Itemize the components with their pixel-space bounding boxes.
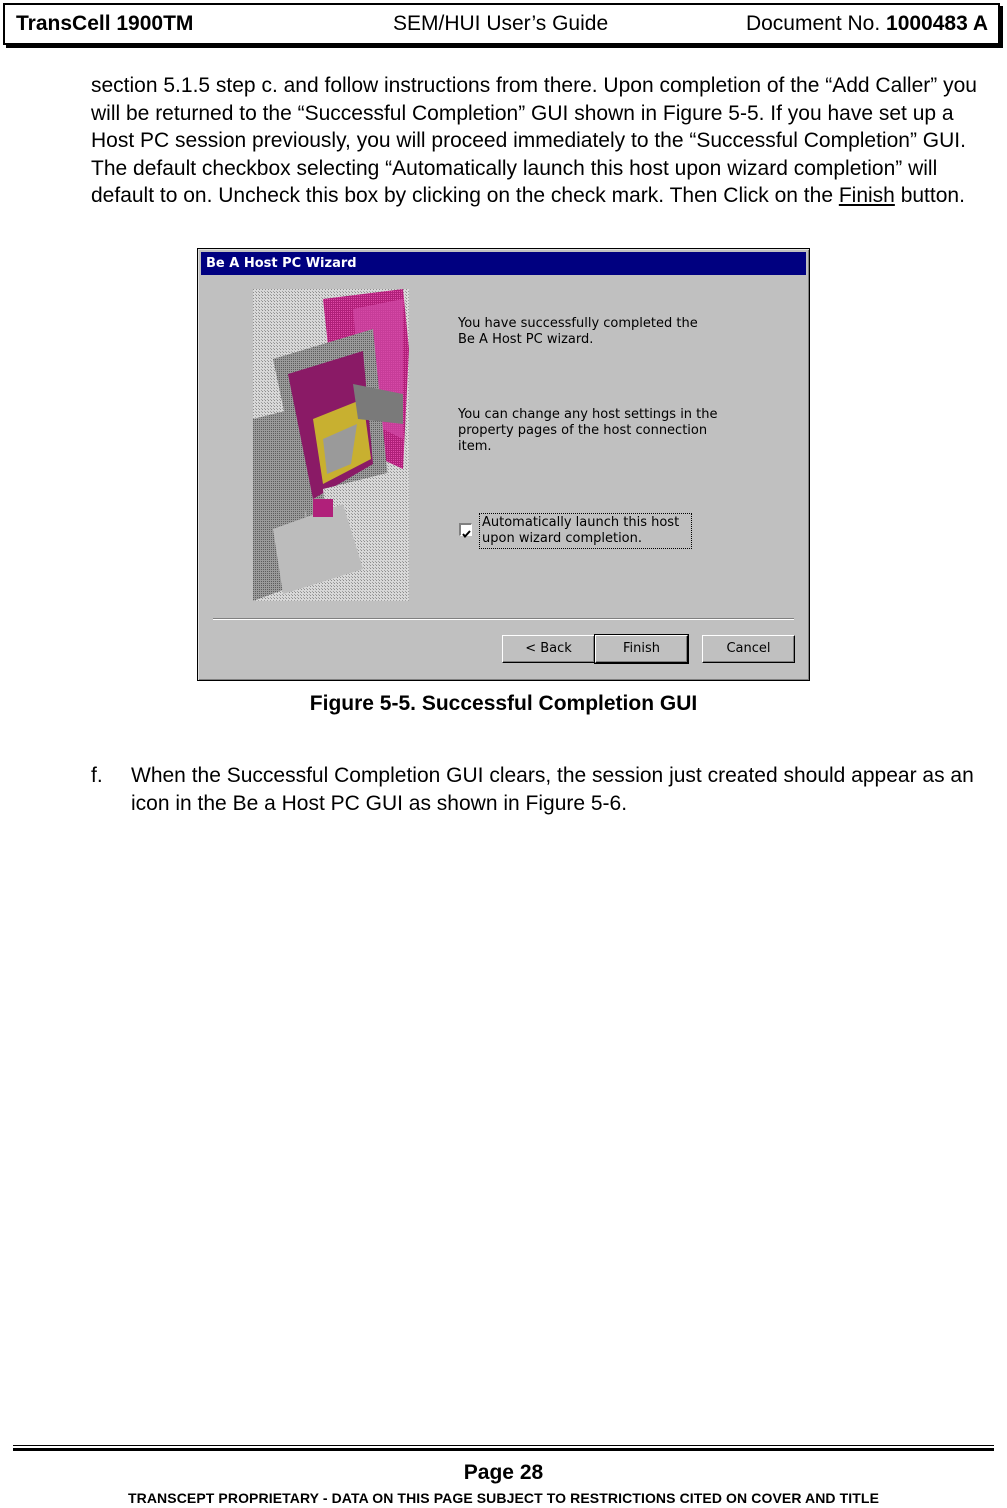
product-name: TransCell 1900TM bbox=[16, 12, 194, 35]
intro-paragraph bbox=[91, 72, 991, 210]
settings-hint: You can change any host settings in the property pages of the host connection item. bbox=[458, 407, 718, 454]
guide-title: SEM/HUI User’s Guide bbox=[393, 12, 609, 35]
completion-message: You have successfully completed the Be A Host PC wizard. bbox=[458, 316, 698, 347]
finish-reference: Finish bbox=[838, 184, 895, 207]
computer-illustration-icon bbox=[253, 289, 409, 601]
finish-button[interactable]: Finish bbox=[595, 635, 688, 663]
figure-caption: Figure 5-5. Successful Completion GUI bbox=[309, 692, 698, 715]
list-item-text: When the Successful Completion GUI clears, the session just created should appear as an icon in the Be a Host PC GUI as shown in Figure 5-6. bbox=[131, 764, 974, 815]
page-number: Page 28 bbox=[463, 1461, 544, 1484]
page-header bbox=[3, 3, 1000, 45]
proprietary-notice: TRANSCEPT PROPRIETARY - DATA ON THIS PAGE SUBJECT TO RESTRICTIONS CITED ON COVER AND TITLE bbox=[127, 1490, 880, 1506]
host-pc-wizard-dialog bbox=[197, 248, 810, 681]
document-number-prefix: Document No. bbox=[745, 12, 887, 35]
document-number-value: 1000483 A bbox=[886, 12, 988, 35]
dialog-divider bbox=[213, 618, 794, 620]
cancel-button[interactable]: Cancel bbox=[702, 635, 795, 663]
dialog-titlebar: Be A Host PC Wizard bbox=[201, 252, 806, 275]
document-number bbox=[746, 5, 988, 43]
auto-launch-checkbox[interactable] bbox=[459, 523, 472, 536]
back-button[interactable]: < Back bbox=[502, 635, 595, 663]
intro-text-2: button. bbox=[894, 184, 965, 207]
wizard-illustration bbox=[253, 289, 409, 601]
footer-divider bbox=[13, 1445, 994, 1451]
intro-text-1: section 5.1.5 step c. and follow instructions from there. Upon completion of the “Add Caller” you will be returned to the “Successful Completion” GUI shown in Figure 5-5. If you have set up a Host PC session previously, you will proceed immediately to the “Successful Completion” GUI. The default checkbox selecting “Automatically launch this host upon wizard completion” will default to on. Uncheck this box by clicking on the check mark. Then Click on the bbox=[91, 74, 977, 207]
list-marker: f. bbox=[91, 764, 103, 787]
checkmark-icon bbox=[461, 529, 472, 540]
auto-launch-label[interactable]: Automatically launch this host upon wizard completion. bbox=[479, 513, 692, 549]
